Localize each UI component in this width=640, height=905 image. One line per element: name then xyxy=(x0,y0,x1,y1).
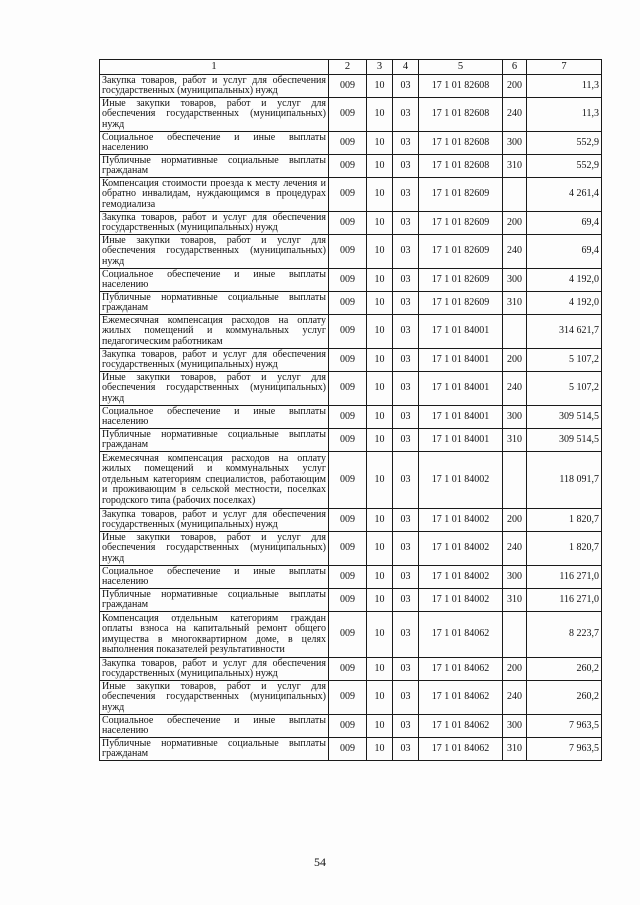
row-code-subsection: 03 xyxy=(393,452,419,509)
row-code-expense-type: 240 xyxy=(503,681,527,715)
row-code-section: 10 xyxy=(367,292,393,315)
row-code-expense-type: 300 xyxy=(503,566,527,589)
row-code-admin: 009 xyxy=(329,98,367,132)
row-code-target: 17 1 01 84062 xyxy=(419,715,503,738)
row-code-subsection: 03 xyxy=(393,155,419,178)
row-amount: 4 261,4 xyxy=(527,178,602,212)
row-code-section: 10 xyxy=(367,372,393,406)
row-amount: 309 514,5 xyxy=(527,429,602,452)
row-code-subsection: 03 xyxy=(393,532,419,566)
table-row xyxy=(100,589,602,612)
table-row xyxy=(100,98,602,132)
row-code-target: 17 1 01 82609 xyxy=(419,212,503,235)
row-code-target: 17 1 01 84002 xyxy=(419,532,503,566)
row-code-section: 10 xyxy=(367,155,393,178)
row-code-expense-type xyxy=(503,315,527,349)
row-amount: 7 963,5 xyxy=(527,715,602,738)
row-name: Закупка товаров, работ и услуг для обеспечения государственных (муниципальных) нужд xyxy=(100,212,329,235)
row-code-section: 10 xyxy=(367,315,393,349)
row-code-admin: 009 xyxy=(329,452,367,509)
row-code-section: 10 xyxy=(367,612,393,658)
row-code-target: 17 1 01 82608 xyxy=(419,155,503,178)
row-code-section: 10 xyxy=(367,132,393,155)
row-amount: 5 107,2 xyxy=(527,349,602,372)
row-code-section: 10 xyxy=(367,589,393,612)
row-amount: 1 820,7 xyxy=(527,532,602,566)
row-amount: 314 621,7 xyxy=(527,315,602,349)
row-name: Иные закупки товаров, работ и услуг для обеспечения государственных (муниципальных) нужд xyxy=(100,235,329,269)
row-code-admin: 009 xyxy=(329,315,367,349)
row-code-section: 10 xyxy=(367,681,393,715)
row-amount: 11,3 xyxy=(527,75,602,98)
row-code-expense-type: 310 xyxy=(503,155,527,178)
row-code-expense-type: 310 xyxy=(503,429,527,452)
row-code-target: 17 1 01 84062 xyxy=(419,658,503,681)
row-amount: 11,3 xyxy=(527,98,602,132)
table-row xyxy=(100,178,602,212)
row-code-target: 17 1 01 84001 xyxy=(419,406,503,429)
row-code-section: 10 xyxy=(367,235,393,269)
row-code-expense-type: 200 xyxy=(503,658,527,681)
header-col-1: 1 xyxy=(100,60,329,75)
row-amount: 260,2 xyxy=(527,658,602,681)
row-name: Компенсация отдельным категориям граждан оплаты взноса на капитальный ремонт общего имущества в многоквартирном доме, в целях выполнения показателей результативности xyxy=(100,612,329,658)
row-code-subsection: 03 xyxy=(393,132,419,155)
table-row xyxy=(100,429,602,452)
row-code-subsection: 03 xyxy=(393,612,419,658)
row-code-target: 17 1 01 84062 xyxy=(419,681,503,715)
row-code-subsection: 03 xyxy=(393,681,419,715)
row-code-expense-type xyxy=(503,452,527,509)
row-code-subsection: 03 xyxy=(393,75,419,98)
row-code-admin: 009 xyxy=(329,349,367,372)
row-code-admin: 009 xyxy=(329,212,367,235)
row-code-target: 17 1 01 84062 xyxy=(419,612,503,658)
row-amount: 5 107,2 xyxy=(527,372,602,406)
table-row xyxy=(100,235,602,269)
row-name: Закупка товаров, работ и услуг для обеспечения государственных (муниципальных) нужд xyxy=(100,509,329,532)
row-code-admin: 009 xyxy=(329,715,367,738)
row-code-target: 17 1 01 82608 xyxy=(419,98,503,132)
row-code-expense-type: 310 xyxy=(503,589,527,612)
row-code-section: 10 xyxy=(367,269,393,292)
row-code-admin: 009 xyxy=(329,292,367,315)
budget-table xyxy=(99,59,602,761)
row-amount: 552,9 xyxy=(527,155,602,178)
row-code-target: 17 1 01 84001 xyxy=(419,372,503,406)
row-code-section: 10 xyxy=(367,532,393,566)
page-number: 54 xyxy=(314,855,326,869)
row-amount: 69,4 xyxy=(527,235,602,269)
row-amount: 116 271,0 xyxy=(527,589,602,612)
row-code-section: 10 xyxy=(367,566,393,589)
table-row xyxy=(100,269,602,292)
row-amount: 260,2 xyxy=(527,681,602,715)
row-code-target: 17 1 01 82608 xyxy=(419,132,503,155)
row-code-subsection: 03 xyxy=(393,509,419,532)
row-code-admin: 009 xyxy=(329,269,367,292)
row-code-subsection: 03 xyxy=(393,235,419,269)
row-code-subsection: 03 xyxy=(393,372,419,406)
row-name: Закупка товаров, работ и услуг для обеспечения государственных (муниципальных) нужд xyxy=(100,658,329,681)
row-code-target: 17 1 01 82609 xyxy=(419,178,503,212)
row-code-target: 17 1 01 84002 xyxy=(419,509,503,532)
row-code-section: 10 xyxy=(367,178,393,212)
row-code-admin: 009 xyxy=(329,612,367,658)
row-code-subsection: 03 xyxy=(393,292,419,315)
header-col-4: 4 xyxy=(393,60,419,75)
row-name: Социальное обеспечение и иные выплаты населению xyxy=(100,715,329,738)
row-name: Социальное обеспечение и иные выплаты населению xyxy=(100,269,329,292)
table-row xyxy=(100,715,602,738)
row-code-section: 10 xyxy=(367,452,393,509)
row-code-admin: 009 xyxy=(329,509,367,532)
row-code-subsection: 03 xyxy=(393,315,419,349)
table-header-row xyxy=(100,60,602,75)
row-name: Иные закупки товаров, работ и услуг для обеспечения государственных (муниципальных) нужд xyxy=(100,372,329,406)
row-code-section: 10 xyxy=(367,75,393,98)
table-row xyxy=(100,612,602,658)
row-code-subsection: 03 xyxy=(393,212,419,235)
row-name: Иные закупки товаров, работ и услуг для обеспечения государственных (муниципальных) нужд xyxy=(100,98,329,132)
table-row xyxy=(100,738,602,761)
row-name: Социальное обеспечение и иные выплаты населению xyxy=(100,566,329,589)
row-code-target: 17 1 01 82608 xyxy=(419,75,503,98)
row-code-admin: 009 xyxy=(329,406,367,429)
table-row xyxy=(100,75,602,98)
row-code-admin: 009 xyxy=(329,372,367,406)
row-code-expense-type: 300 xyxy=(503,132,527,155)
row-code-section: 10 xyxy=(367,349,393,372)
row-code-section: 10 xyxy=(367,406,393,429)
row-code-section: 10 xyxy=(367,429,393,452)
row-code-subsection: 03 xyxy=(393,658,419,681)
row-code-admin: 009 xyxy=(329,566,367,589)
row-code-expense-type: 300 xyxy=(503,715,527,738)
row-code-subsection: 03 xyxy=(393,738,419,761)
header-col-6: 6 xyxy=(503,60,527,75)
row-code-admin: 009 xyxy=(329,132,367,155)
row-name: Ежемесячная компенсация расходов на оплату жилых помещений и коммунальных услуг отдельным категориям специалистов, работающим и проживающим в сельской местности, поселках городского типа (рабочих поселках) xyxy=(100,452,329,509)
header-col-7: 7 xyxy=(527,60,602,75)
row-code-target: 17 1 01 82609 xyxy=(419,292,503,315)
row-amount: 4 192,0 xyxy=(527,292,602,315)
row-code-section: 10 xyxy=(367,212,393,235)
row-code-subsection: 03 xyxy=(393,269,419,292)
row-code-admin: 009 xyxy=(329,658,367,681)
row-code-target: 17 1 01 84001 xyxy=(419,349,503,372)
row-amount: 1 820,7 xyxy=(527,509,602,532)
row-code-section: 10 xyxy=(367,98,393,132)
row-code-admin: 009 xyxy=(329,429,367,452)
table-row xyxy=(100,292,602,315)
table-row xyxy=(100,532,602,566)
header-col-5: 5 xyxy=(419,60,503,75)
row-code-expense-type xyxy=(503,612,527,658)
table-row xyxy=(100,406,602,429)
table-row xyxy=(100,372,602,406)
row-code-expense-type: 240 xyxy=(503,532,527,566)
row-amount: 4 192,0 xyxy=(527,269,602,292)
table-row xyxy=(100,349,602,372)
row-code-admin: 009 xyxy=(329,235,367,269)
row-code-expense-type: 200 xyxy=(503,212,527,235)
row-name: Публичные нормативные социальные выплаты гражданам xyxy=(100,292,329,315)
table-row xyxy=(100,681,602,715)
table-row xyxy=(100,315,602,349)
table-row xyxy=(100,132,602,155)
row-name: Публичные нормативные социальные выплаты гражданам xyxy=(100,738,329,761)
row-code-target: 17 1 01 84062 xyxy=(419,738,503,761)
row-name: Социальное обеспечение и иные выплаты населению xyxy=(100,406,329,429)
header-col-3: 3 xyxy=(367,60,393,75)
row-code-subsection: 03 xyxy=(393,566,419,589)
row-name: Иные закупки товаров, работ и услуг для обеспечения государственных (муниципальных) нужд xyxy=(100,532,329,566)
row-amount: 69,4 xyxy=(527,212,602,235)
row-code-expense-type: 300 xyxy=(503,269,527,292)
row-code-target: 17 1 01 82609 xyxy=(419,269,503,292)
table-row xyxy=(100,452,602,509)
row-code-target: 17 1 01 84002 xyxy=(419,452,503,509)
row-code-expense-type: 300 xyxy=(503,406,527,429)
row-code-section: 10 xyxy=(367,509,393,532)
row-code-target: 17 1 01 84002 xyxy=(419,566,503,589)
row-code-subsection: 03 xyxy=(393,589,419,612)
row-name: Закупка товаров, работ и услуг для обеспечения государственных (муниципальных) нужд xyxy=(100,75,329,98)
row-code-expense-type: 200 xyxy=(503,75,527,98)
row-code-admin: 009 xyxy=(329,738,367,761)
row-name: Ежемесячная компенсация расходов на оплату жилых помещений и коммунальных услуг педагогическим работникам xyxy=(100,315,329,349)
row-code-target: 17 1 01 82609 xyxy=(419,235,503,269)
table-row xyxy=(100,155,602,178)
row-amount: 309 514,5 xyxy=(527,406,602,429)
table-row xyxy=(100,566,602,589)
row-code-expense-type: 310 xyxy=(503,292,527,315)
row-amount: 8 223,7 xyxy=(527,612,602,658)
row-code-subsection: 03 xyxy=(393,406,419,429)
row-name: Компенсация стоимости проезда к месту лечения и обратно инвалидам, нуждающимся в процедурах гемодиализа xyxy=(100,178,329,212)
row-name: Социальное обеспечение и иные выплаты населению xyxy=(100,132,329,155)
row-code-expense-type: 240 xyxy=(503,372,527,406)
row-amount: 116 271,0 xyxy=(527,566,602,589)
table-row xyxy=(100,658,602,681)
row-code-target: 17 1 01 84001 xyxy=(419,429,503,452)
row-amount: 118 091,7 xyxy=(527,452,602,509)
row-code-subsection: 03 xyxy=(393,178,419,212)
row-code-expense-type: 310 xyxy=(503,738,527,761)
row-code-expense-type: 240 xyxy=(503,98,527,132)
row-code-admin: 009 xyxy=(329,589,367,612)
row-code-admin: 009 xyxy=(329,178,367,212)
row-name: Иные закупки товаров, работ и услуг для обеспечения государственных (муниципальных) нужд xyxy=(100,681,329,715)
row-name: Публичные нормативные социальные выплаты гражданам xyxy=(100,429,329,452)
table-row xyxy=(100,509,602,532)
header-col-2: 2 xyxy=(329,60,367,75)
row-code-expense-type xyxy=(503,178,527,212)
row-code-section: 10 xyxy=(367,738,393,761)
row-code-subsection: 03 xyxy=(393,349,419,372)
row-code-expense-type: 200 xyxy=(503,509,527,532)
row-code-expense-type: 200 xyxy=(503,349,527,372)
row-code-admin: 009 xyxy=(329,75,367,98)
row-code-subsection: 03 xyxy=(393,429,419,452)
row-code-admin: 009 xyxy=(329,681,367,715)
row-code-section: 10 xyxy=(367,658,393,681)
row-amount: 552,9 xyxy=(527,132,602,155)
row-name: Публичные нормативные социальные выплаты гражданам xyxy=(100,155,329,178)
row-code-target: 17 1 01 84002 xyxy=(419,589,503,612)
row-code-expense-type: 240 xyxy=(503,235,527,269)
table-row xyxy=(100,212,602,235)
row-code-target: 17 1 01 84001 xyxy=(419,315,503,349)
row-code-subsection: 03 xyxy=(393,98,419,132)
row-code-section: 10 xyxy=(367,715,393,738)
row-name: Закупка товаров, работ и услуг для обеспечения государственных (муниципальных) нужд xyxy=(100,349,329,372)
row-code-admin: 009 xyxy=(329,532,367,566)
row-amount: 7 963,5 xyxy=(527,738,602,761)
row-code-admin: 009 xyxy=(329,155,367,178)
row-code-subsection: 03 xyxy=(393,715,419,738)
row-name: Публичные нормативные социальные выплаты гражданам xyxy=(100,589,329,612)
